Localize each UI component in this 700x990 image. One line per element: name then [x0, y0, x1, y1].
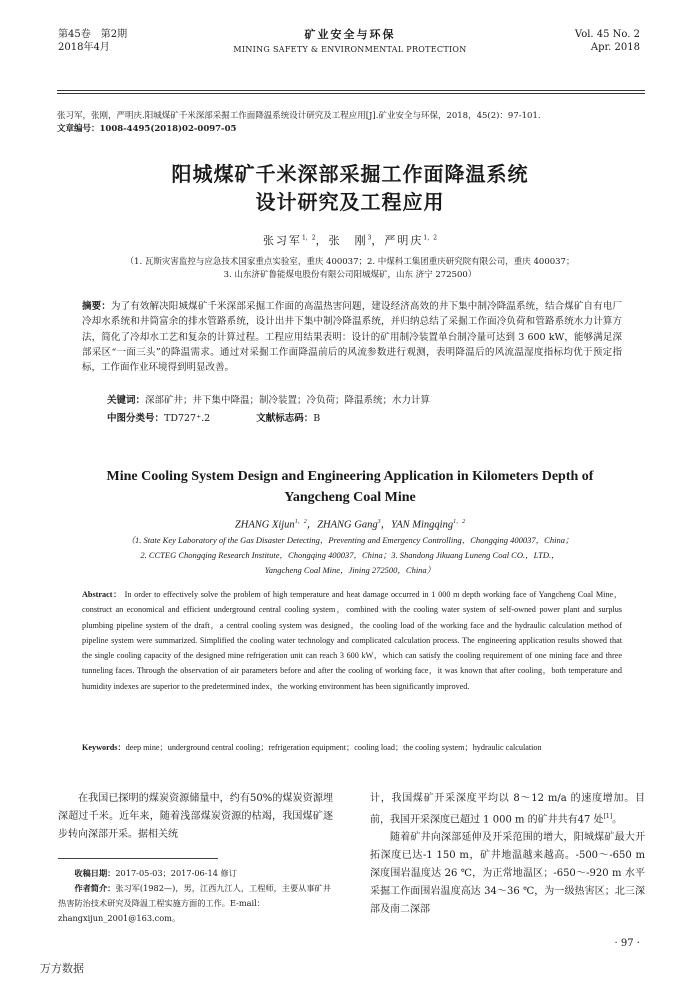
clc-value: TD727⁺.2 — [164, 413, 211, 424]
title-en: Mine Cooling System Design and Engineering Application in Kilometers Depth of Yangcheng Coal Mine — [106, 469, 594, 505]
author-en-2: ZHANG Gang — [317, 519, 378, 531]
header-vol-en: Vol. 45 No. 2 — [574, 29, 640, 40]
journal-title-en: MINING SAFETY & ENVIRONMENTAL PROTECTION — [233, 45, 467, 54]
author-cn-3-sup: 1，2 — [423, 234, 438, 242]
abstract-cn — [82, 299, 622, 375]
watermark: 万方数据 — [40, 962, 84, 975]
footnote — [58, 866, 335, 926]
author-en-1: ZHANG Xijun — [234, 519, 295, 531]
keywords-cn-label: 关键词： — [107, 395, 146, 406]
keywords-cn-text: 深部矿井；井下集中降温；制冷装置；冷负荷；降温系统；水力计算 — [145, 395, 431, 406]
body-right-paragraph-1-end: 。 — [612, 814, 623, 826]
body-right-column — [370, 790, 645, 919]
clc-label: 中图分类号： — [107, 413, 165, 424]
affiliation-en-line3: Yangcheng Coal Mine，Jining 272500，China） — [264, 565, 436, 575]
abstract-en — [82, 587, 622, 694]
author-en-3: YAN Mingqing — [391, 519, 454, 531]
author-en-2-sup: 3 — [377, 519, 381, 525]
journal-title-cn: 矿业安全与环保 — [304, 28, 396, 41]
citation-block — [57, 110, 647, 136]
doc-code-value: B — [313, 413, 321, 424]
body-right-paragraph-1-text: 计，我国煤矿开采深度平均以 8～12 m/a 的速度增加。目前，我国开采深度已超过 1 000 m 的矿井共有47 处 — [370, 793, 645, 826]
header-volume-en — [575, 28, 640, 54]
affiliations-en — [90, 533, 610, 578]
header-date-cn: 2018年4月 — [58, 42, 110, 53]
abstract-cn-label: 摘要： — [82, 301, 111, 312]
citation-text: 张习军，张刚，严明庆.阳城煤矿千米深部采掘工作面降温系统设计研究及工程应用[J].矿业安全与环保，2018，45(2)：97-101. — [57, 111, 541, 121]
title-cn-line2: 设计研究及工程应用 — [255, 190, 445, 214]
abstract-cn-text: 为了有效解决阳城煤矿千米深部采掘工作面的高温热害问题，建设经济高效的井下集中制冷降温系统，结合煤矿自有电厂冷却水系统和井筒富余的排水管路系统，设计出井下集中制冷降温系统，并归纳总结了采掘工作面冷负荷和管路系统水力计算方法，简化了冷却水工艺和复杂的计算过程。工程应用结果表明：设计的矿用制冷装置单台制冷量可达到 3 600 kW，能够满足深部采区“一面三头”的降温需求。通过对采掘工作面降温前后的风流参数进行观测，表明降温后的风流温湿度指标均优于预定指标，工作面作业环境得到明显改善。 — [82, 301, 622, 374]
classification — [107, 410, 320, 424]
bio-label: 作者简介： — [74, 883, 116, 893]
author-bio: 张习军(1982—)，男，江西九江人，工程师，主要从事矿井热害防治技术研究及降温工程实施方面的工作。 — [58, 883, 331, 908]
received-dates: 2017-05-03；2017-06-14 修订 — [115, 868, 237, 878]
keywords-en-text: deep mine；underground central cooling；refrigeration equipment；cooling load；the cooling system；hydraulic calculation — [125, 743, 542, 752]
body-left-column — [58, 790, 333, 844]
affiliation-en-line2: 2. CCTEG Chongqing Research Institute，Chongqing 400037，China；3. Shandong Jikuang Luneng Coal CO.，LTD.， — [140, 550, 560, 560]
abstract-en-label: Abstract： — [82, 590, 122, 599]
affiliation-cn-line2: 3. 山东济矿鲁能煤电股份有限公司阳城煤矿，山东 济宁 272500） — [223, 270, 477, 280]
header-date-en: Apr. 2018 — [590, 42, 640, 53]
keywords-en — [82, 740, 622, 755]
author-cn-1: 张习军 — [262, 234, 302, 247]
authors-en: ZHANG Xijun$^{1,2}$，ZHANG Gang$^3$，YAN Mingqing$^{1,2}$ — [234, 519, 466, 531]
author-cn-1-sup: 1，2 — [301, 234, 316, 242]
affiliation-en-line1: （1. State Key Laboratory of the Gas Disaster Detecting，Preventing and Emergency Controlling，Chongqing 400037，China； — [126, 535, 574, 545]
keywords-cn — [107, 392, 627, 406]
author-cn-2-sup: 3 — [367, 234, 372, 242]
title-cn-line1: 阳城煤矿千米深部采掘工作面降温系统 — [171, 162, 529, 186]
authors-cn: 张习军$^{1,2}$，张 刚$^3$，严明庆$^{1,2}$ — [262, 234, 438, 247]
header-vol-cn: 第45卷 第2期 — [58, 29, 128, 40]
author-en-3-sup: 1，2 — [453, 519, 466, 525]
author-en-1-sup: 1，2 — [294, 519, 307, 525]
abstract-en-text: In order to effectively solve the problem of high temperature and heat damage occurred in 1 000 m depth working face of Yangcheng Coal Mine，construct an economical and efficient underground central cooling system，combined with the cooling water system of self-owned power plant and surplus plumbing pipeline system of the draft，a central cooling system was designed，the cooling load of the working face and the hydraulic calculation method of pipeline system were summarized. Simplified the cooling water technology and complicated calculation process. The engineering application results showed that the single cooling capacity of the designed mine refrigeration unit can reach 3 600 kW，which can satisfy the cooling requirement of one mining face and three tunneling faces. Through the observation of air parameters before and after the cooling of working face，it was known that after cooling，both temperature and humidity indexes are superior to the predetermined index，the working environment has been significantly improved. — [82, 590, 623, 691]
title-cn — [0, 160, 700, 216]
author-email: E-mail：zhangxijun_2001@163.com。 — [58, 898, 265, 923]
body-left-paragraph: 在我国已探明的煤炭资源储量中，约有50%的煤炭资源埋深超过千米。近年来，随着浅部煤炭资源的枯竭，我国煤矿逐步转向深部开采。据相关统 — [58, 793, 333, 840]
affiliations-cn — [80, 256, 620, 282]
header-rule-top — [57, 90, 645, 91]
doc-code-label: 文献标志码： — [256, 413, 314, 424]
author-cn-3: 严明庆 — [384, 234, 424, 247]
article-number — [57, 123, 647, 136]
footnote-rule — [58, 858, 218, 859]
keywords-en-label: Keywords： — [82, 743, 126, 752]
reference-mark[interactable]: [1] — [603, 813, 613, 820]
page-number: · 97 · — [614, 938, 640, 949]
author-cn-2: 张 刚 — [328, 234, 368, 247]
header-rule-bottom — [57, 93, 645, 94]
article-number-text: 文章编号：1008-4495(2018)02-0097-05 — [57, 124, 237, 134]
body-right-paragraph-2: 随着矿井向深部延伸及开采范围的增大，阳城煤矿最大开拓深度已达-1 150 m，矿井地温越来越高。-500～-650 m 深度围岩温度达 26 ℃，为正常地温区；-650～-920 m 水平采掘工作面围岩温度高达 34～36 ℃，为一级热害区；北三深部及南二深部 — [370, 832, 645, 916]
affiliation-cn-line1: （1. 瓦斯灾害监控与应急技术国家重点实验室，重庆 400037；2. 中煤科工集团重庆研究院有限公司，重庆 400037； — [125, 257, 575, 267]
body-right-paragraph-1 — [370, 790, 645, 829]
received-label: 收稿日期： — [74, 868, 116, 878]
